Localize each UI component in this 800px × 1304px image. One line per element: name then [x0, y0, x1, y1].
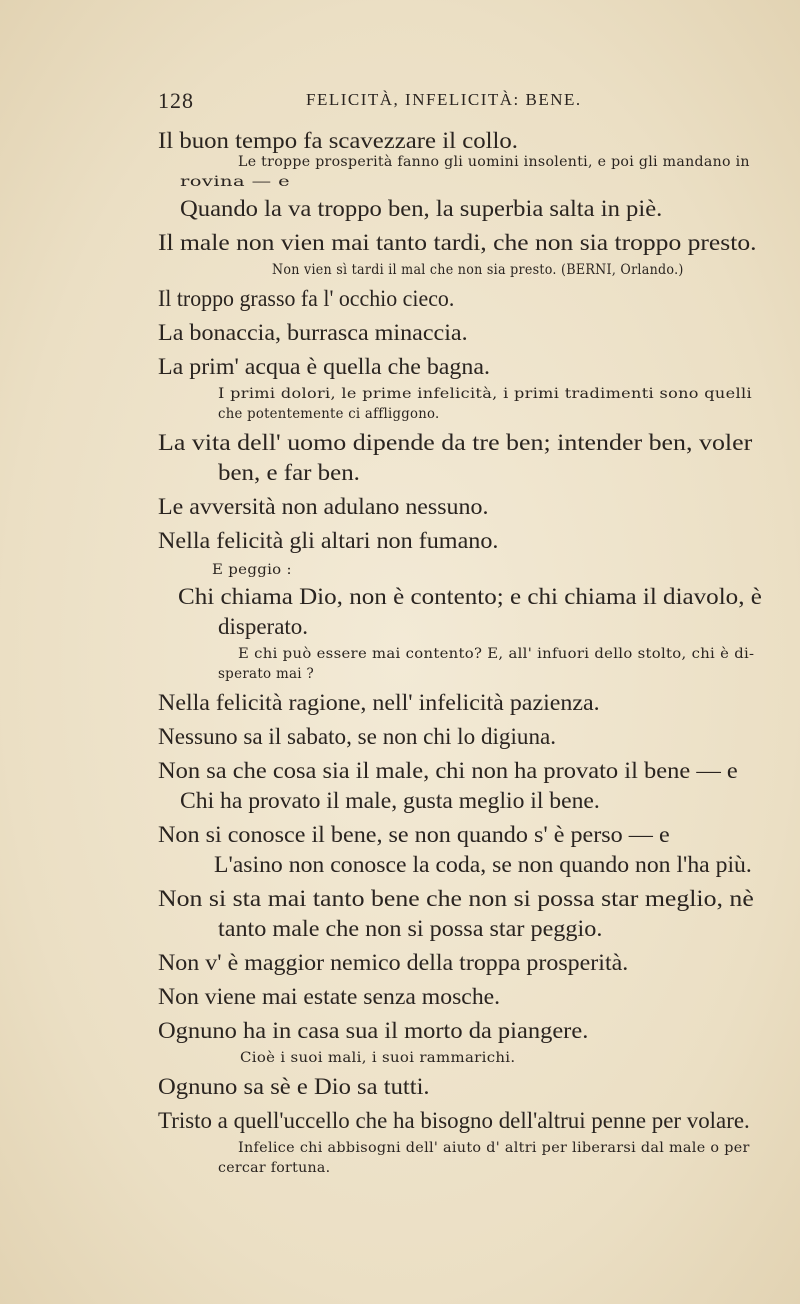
commentary-line: cercar fortuna.: [218, 1160, 331, 1176]
commentary-line: Infelice chi abbisogni dell' aiuto d' altri per liberarsi dal male o per: [238, 1140, 750, 1156]
proverb-line: Non v' è maggior nemico della troppa prosperità.: [158, 950, 629, 975]
proverb-line: Il buon tempo fa scavezzare il collo.: [158, 128, 518, 153]
commentary-line: E chi può essere mai contento? E, all' infuori dello stolto, chi è di-: [238, 646, 755, 662]
commentary-line: sperato mai ?: [218, 666, 314, 682]
commentary-line: Non vien sì tardi il mal che non sia presto. (BERNI, Orlando.): [272, 262, 684, 278]
proverb-line: Non si sta mai tanto bene che non si possa star meglio, nè: [158, 886, 754, 911]
proverb-line: tanto male che non si possa star peggio.: [218, 916, 603, 941]
commentary-line: Le troppe prosperità fanno gli uomini insolenti, e poi gli mandano in: [238, 154, 750, 170]
proverb-line: Chi ha provato il male, gusta meglio il bene.: [180, 788, 600, 813]
proverb-line: Nella felicità ragione, nell' infelicità pazienza.: [158, 690, 600, 715]
commentary-line: I primi dolori, le prime infelicità, i primi tradimenti sono quelli: [218, 386, 752, 402]
commentary-line: che potentemente ci affliggono.: [218, 406, 440, 422]
commentary-line: Cioè i suoi mali, i suoi rammarichi.: [240, 1050, 516, 1066]
proverb-line: Il male non vien mai tanto tardi, che non sia troppo presto.: [158, 230, 757, 255]
proverb-line: ben, e far ben.: [218, 460, 360, 485]
proverb-line: Ognuno sa sè e Dio sa tutti.: [158, 1074, 430, 1099]
proverb-line: Ognuno ha in casa sua il morto da piangere.: [158, 1018, 589, 1043]
proverb-line: Chi chiama Dio, non è contento; e chi chiama il diavolo, è: [178, 584, 762, 609]
proverb-line: disperato.: [218, 614, 309, 639]
commentary-line: E peggio :: [212, 562, 292, 578]
proverb-line: La prim' acqua è quella che bagna.: [158, 354, 490, 379]
proverb-line: Tristo a quell'uccello che ha bisogno dell'altrui penne per volare.: [158, 1108, 750, 1133]
page-header: [158, 88, 758, 118]
commentary-line: rovina — e: [180, 174, 291, 190]
proverb-line: Non viene mai estate senza mosche.: [158, 984, 501, 1009]
proverb-line: Nessuno sa il sabato, se non chi lo digiuna.: [158, 724, 557, 749]
proverb-line: Il troppo grasso fa l' occhio cieco.: [158, 286, 455, 311]
proverb-line: Quando la va troppo ben, la superbia salta in piè.: [180, 196, 663, 221]
proverb-line: Non sa che cosa sia il male, chi non ha provato il bene — e: [158, 758, 738, 783]
running-title: FELICITÀ, INFELICITÀ: BENE.: [306, 90, 582, 109]
proverb-line: L'asino non conosce la coda, se non quando non l'ha più.: [214, 852, 752, 877]
proverb-line: Le avversità non adulano nessuno.: [158, 494, 489, 519]
proverb-line: La vita dell' uomo dipende da tre ben; intender ben, voler: [158, 430, 753, 455]
proverb-line: Nella felicità gli altari non fumano.: [158, 528, 499, 553]
proverb-line: La bonaccia, burrasca minaccia.: [158, 320, 468, 345]
page-number: 128: [158, 88, 194, 113]
proverb-line: Non si conosce il bene, se non quando s' è perso — e: [158, 822, 670, 847]
